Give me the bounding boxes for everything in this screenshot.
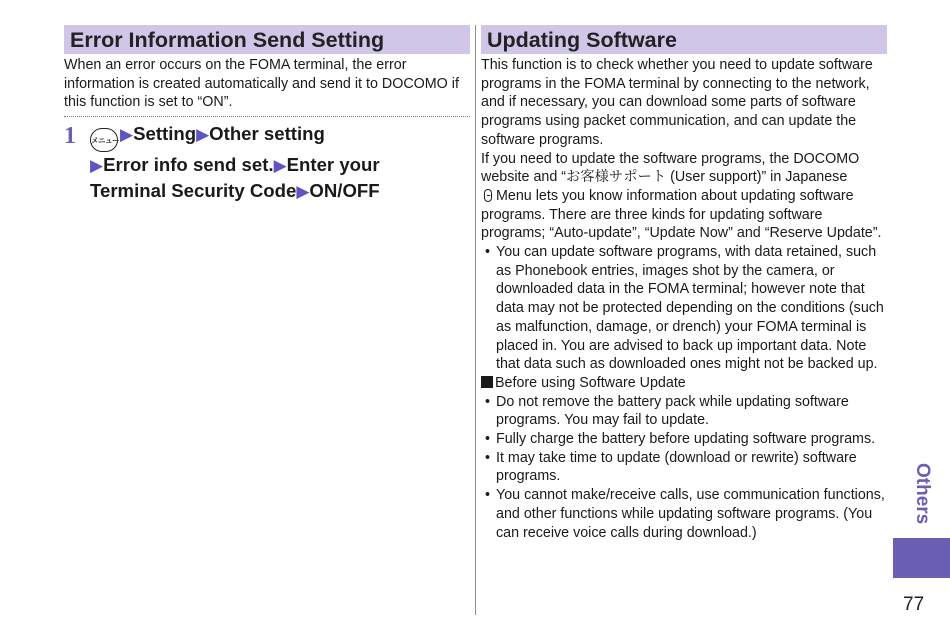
arrow-right-icon: ▶ — [296, 182, 310, 202]
step-part: Enter your Terminal Security Code — [90, 154, 380, 202]
section-heading: Error Information Send Setting — [64, 25, 470, 54]
step-part: Other setting — [209, 123, 325, 145]
dotted-divider — [64, 116, 470, 117]
notes-list — [481, 243, 887, 374]
arrow-right-icon: ▶ — [196, 125, 210, 145]
i-mode-key-icon — [484, 189, 492, 202]
arrow-right-icon: ▶ — [90, 156, 104, 176]
section-paragraph — [481, 150, 887, 244]
error-info-section — [64, 25, 470, 211]
page-number: 77 — [903, 594, 925, 615]
section-intro: When an error occurs on the FOMA terminal, the error information is created automatically and send it to DOCOMO if this function is set to “ON”. — [64, 57, 459, 111]
step-part: Error info send set. — [103, 154, 274, 176]
section-intro: This function is to check whether you need to update software programs in the FOMA terminal by connecting to the network, and if necessary, you can download some parts of software programs using packet communication, and can update the software programs. — [481, 57, 873, 148]
subheading — [481, 374, 887, 393]
step-part: Setting — [133, 123, 197, 145]
step-part: ON/OFF — [309, 180, 380, 202]
side-tab-label: Others — [912, 463, 933, 525]
step-instructions — [90, 121, 470, 204]
column-divider — [475, 25, 476, 615]
step-1 — [64, 121, 470, 211]
list-item: • Do not remove the battery pack while updating software programs. You may fail to update. — [481, 393, 887, 430]
black-square-icon — [481, 376, 493, 388]
step-number: 1 — [64, 123, 76, 150]
list-item: • It may take time to update (download or rewrite) software programs. — [481, 449, 887, 486]
paragraph-text: Menu lets you know information about updating software programs. There are three kinds for updating software programs; “Auto-update”, “Update Now” and “Reserve Update”. — [481, 187, 882, 242]
subheading-text: Before using Software Update — [495, 374, 686, 391]
list-item: • Fully charge the battery before updating software programs. — [481, 430, 887, 449]
section-heading: Updating Software — [481, 25, 887, 54]
list-item: • You cannot make/receive calls, use communication functions, and other functions while updating software programs. (You can receive voice calls during download.) — [481, 486, 887, 542]
arrow-right-icon: ▶ — [273, 156, 287, 176]
side-tab — [893, 538, 950, 578]
arrow-right-icon: ▶ — [120, 125, 134, 145]
precautions-list — [481, 393, 887, 543]
updating-software-section — [481, 25, 887, 542]
menu-key-icon: メニュー — [90, 128, 118, 152]
list-item: • You can update software programs, with data retained, such as Phonebook entries, images shot by the camera, or downloaded data in the FOMA terminal; however note that data may not be protected depending on the conditions (such as malfunction, damage, or drench) your FOMA terminal is placed in. You are advised to back up important data. Note that data such as downloaded ones might not be backed up. — [481, 243, 887, 374]
paragraph-text: If you need to update the software programs, the DOCOMO website and “お客様サポート (User support)” in Japanese — [481, 150, 860, 186]
